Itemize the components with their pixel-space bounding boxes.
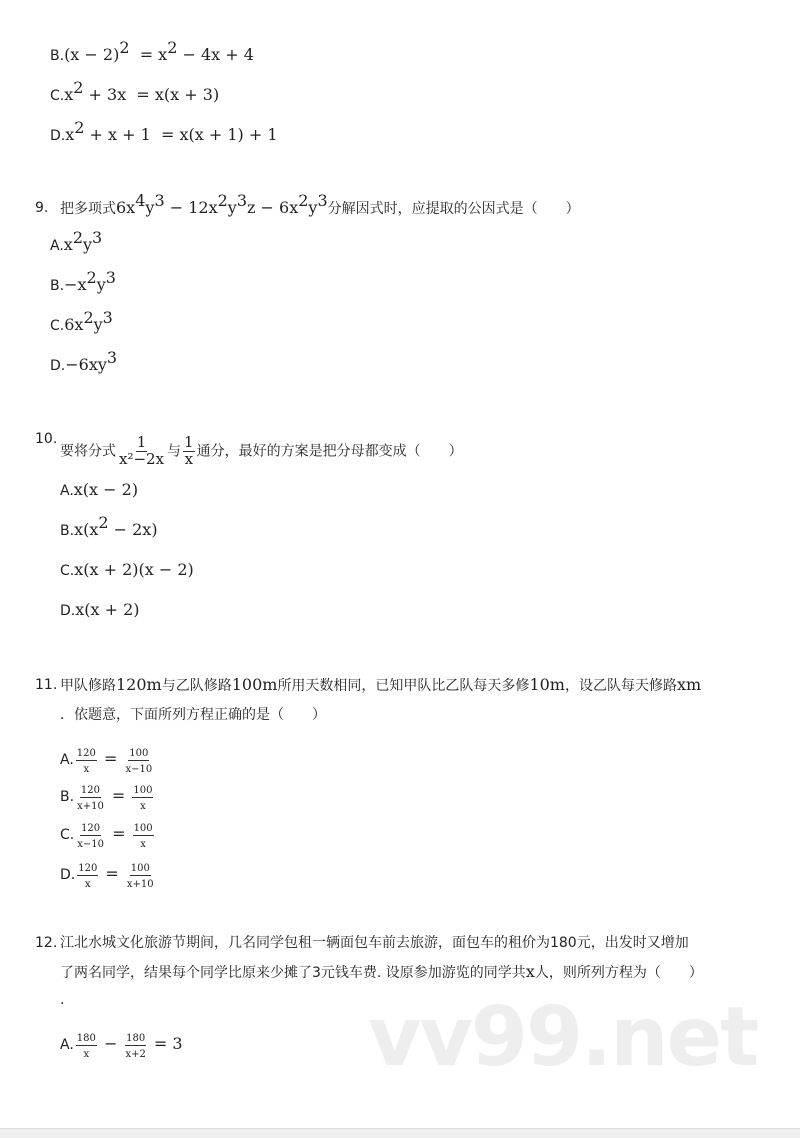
math-expression: y [227, 198, 237, 217]
superscript: 4 [135, 191, 146, 210]
text: 了两名同学，结果每个同学比原来少摊了3元钱车费. 设原参加游览的同学共 [60, 965, 526, 981]
q12-option[interactable] [60, 1030, 183, 1060]
text: B. [50, 48, 65, 64]
text: 把多项式 [60, 201, 116, 217]
text: B. [60, 523, 75, 539]
q10-option[interactable] [60, 600, 140, 621]
numerator-text: 120 [80, 785, 100, 796]
q11-option[interactable] [60, 820, 156, 850]
numerator [80, 782, 101, 798]
denominator-text: x−10 [125, 763, 153, 775]
superscript: 2 [86, 268, 97, 287]
math-expression: = [98, 749, 123, 769]
numerator [133, 820, 154, 836]
denominator [139, 798, 147, 813]
numerator [130, 860, 151, 876]
q10-stem-line [35, 431, 463, 468]
denominator [84, 876, 92, 891]
math-expression: −6xy [65, 355, 107, 374]
text: C. [50, 88, 65, 104]
math-expression: = [106, 824, 131, 844]
superscript: 2 [83, 308, 94, 327]
q8-option[interactable] [50, 38, 254, 66]
text: 要将分式 [60, 443, 116, 460]
numerator-text: 180 [76, 1033, 96, 1044]
fraction [118, 435, 165, 468]
numerator-text: 120 [76, 748, 96, 759]
q12-stem-line [60, 962, 703, 983]
superscript: 3 [102, 308, 113, 327]
denominator [118, 449, 165, 468]
q9-option[interactable] [50, 308, 113, 336]
text: D. [50, 128, 66, 144]
q9-option[interactable] [50, 268, 116, 296]
numerator [132, 782, 153, 798]
fraction [76, 782, 105, 812]
math-expression: − 2x) [108, 520, 158, 539]
numerator [80, 820, 101, 836]
text: A. [50, 238, 64, 254]
superscript: 2 [74, 118, 85, 137]
math-expression: x [525, 962, 535, 981]
math-expression: x(x − 2) [73, 480, 139, 499]
q9-option[interactable] [50, 228, 103, 256]
math-expression: x(x [74, 520, 99, 539]
fraction [133, 820, 154, 850]
fraction [76, 745, 97, 775]
superscript: 2 [98, 513, 109, 532]
math-expression: xm [676, 675, 702, 694]
math-expression: = x [129, 45, 168, 64]
q12-stem-line [35, 933, 689, 953]
text: D. [60, 603, 76, 619]
math-expression: y [93, 315, 103, 334]
denominator-text: x [83, 1048, 90, 1060]
math-expression: −x [64, 275, 87, 294]
superscript: 2 [72, 228, 83, 247]
superscript: 2 [217, 191, 228, 210]
superscript: 3 [236, 191, 248, 210]
numerator-text: 1 [136, 433, 147, 451]
superscript: 3 [317, 191, 328, 210]
text: 江北水城文化旅游节期间，几名同学包租一辆面包车前去旅游，面包车的租价为180元，出发时又增加 [60, 935, 689, 951]
denominator [76, 798, 105, 813]
fraction [76, 1030, 97, 1060]
denominator [184, 449, 194, 468]
q11-option[interactable] [60, 860, 157, 890]
denominator [126, 876, 155, 891]
math-expression: − [98, 1034, 123, 1054]
denominator [76, 836, 105, 851]
watermark: vv99.net [368, 990, 758, 1085]
text: C. [60, 563, 75, 579]
numerator-text: 120 [78, 863, 98, 874]
text: ，设乙队每天修路 [564, 678, 677, 694]
math-expression: 120m [116, 675, 162, 694]
text: 通分，最好的方案是把分母都变成（ ） [196, 443, 463, 460]
text: A. [60, 752, 74, 769]
q10-option[interactable] [60, 513, 158, 541]
q11-option[interactable] [60, 745, 155, 775]
denominator-text: x [84, 878, 91, 890]
math-expression: z − 6x [247, 198, 299, 217]
text: . [60, 992, 65, 1008]
fraction [126, 860, 155, 890]
math-expression: x [63, 235, 73, 254]
math-expression: 6x [116, 198, 136, 217]
math-expression: x(x + 2)(x − 2) [74, 560, 194, 579]
fraction [124, 745, 153, 775]
fraction [124, 1030, 146, 1060]
math-expression: − 4x + 4 [177, 45, 254, 64]
denominator-text: x [140, 800, 146, 812]
text: C. [50, 318, 65, 334]
numerator [125, 1030, 146, 1046]
math-expression: 6x [64, 315, 84, 334]
text: 所用天数相同，已知甲队比乙队每天多修 [277, 678, 530, 694]
q10-option[interactable] [60, 480, 138, 501]
text: B. [50, 278, 65, 294]
numerator [128, 745, 149, 761]
text: 人，则所列方程为（ ） [534, 965, 703, 981]
text: 甲队修路 [60, 678, 116, 694]
text: D. [60, 867, 76, 884]
denominator-text: x²−2x [119, 449, 165, 468]
math-expression: 100m [231, 675, 278, 694]
text: ．依题意，下面所列方程正确的是（ ） [60, 707, 326, 723]
math-expression: − 12x [164, 198, 218, 217]
text: A. [60, 483, 74, 499]
denominator-text: x−10 [77, 838, 104, 850]
denominator [83, 1046, 91, 1061]
math-expression: = [106, 786, 131, 806]
question-number: 11. [35, 677, 58, 693]
denominator [139, 836, 147, 851]
math-expression: y [145, 198, 155, 217]
numerator-text: 100 [133, 785, 153, 796]
denominator [124, 761, 153, 776]
fraction [77, 860, 98, 890]
denominator-text: x [184, 449, 194, 468]
q11-option[interactable] [60, 782, 155, 812]
math-expression: 10m [529, 675, 565, 694]
numerator [76, 1030, 97, 1046]
numerator-text: 100 [133, 823, 153, 834]
numerator [76, 745, 97, 761]
superscript: 3 [154, 191, 165, 210]
q11-stem-line [60, 705, 326, 725]
math-expression: (x − 2) [64, 45, 120, 64]
fraction [76, 820, 105, 850]
text: B. [60, 789, 75, 806]
numerator-text: 180 [126, 1033, 146, 1044]
numerator-text: 100 [129, 748, 149, 759]
math-expression: x(x + 2) [75, 600, 140, 619]
superscript: 2 [119, 38, 130, 57]
math-expression: + x + 1 = x(x + 1) + 1 [84, 125, 278, 144]
text: D. [50, 358, 66, 374]
text: 分解因式时，应提取的公因式是（ ） [327, 201, 580, 217]
denominator-text: x [83, 763, 90, 775]
q12-stem-line [60, 990, 64, 1010]
fraction [183, 435, 195, 468]
text: 与乙队修路 [161, 678, 232, 694]
denominator [83, 761, 91, 776]
denominator-text: x+10 [126, 878, 154, 890]
question-number: 10. [35, 431, 58, 447]
superscript: 3 [105, 268, 116, 287]
fraction [132, 782, 153, 812]
math-expression: = [100, 864, 124, 884]
numerator-text: 100 [130, 863, 150, 874]
text: C. [60, 827, 75, 844]
superscript: 2 [167, 38, 178, 57]
superscript: 3 [106, 348, 118, 367]
q9-stem-line [35, 191, 580, 219]
math-expression: = 3 [148, 1034, 183, 1054]
superscript: 3 [92, 228, 103, 247]
superscript: 2 [298, 191, 309, 210]
math-expression: + 3x = x(x + 3) [83, 85, 220, 104]
q11-stem-line [35, 675, 702, 696]
math-expression: y [83, 235, 93, 254]
math-expression: x [65, 125, 75, 144]
denominator [124, 1046, 146, 1061]
numerator [77, 860, 98, 876]
text: A. [60, 1037, 74, 1054]
q8-option[interactable] [50, 118, 278, 146]
numerator-text: 1 [184, 433, 194, 451]
denominator-text: x [140, 838, 146, 850]
numerator-text: 120 [81, 823, 101, 834]
q10-option[interactable] [60, 560, 194, 581]
math-expression: y [308, 198, 318, 217]
q9-option[interactable] [50, 348, 118, 376]
math-expression: y [96, 275, 106, 294]
denominator-text: x+10 [77, 800, 104, 812]
question-number: 9. [35, 200, 49, 216]
q8-option[interactable] [50, 78, 220, 106]
math-expression: x [64, 85, 74, 104]
text: 与 [167, 443, 182, 460]
denominator-text: x+2 [125, 1048, 146, 1060]
superscript: 2 [73, 78, 84, 97]
question-number: 12. [35, 935, 58, 951]
